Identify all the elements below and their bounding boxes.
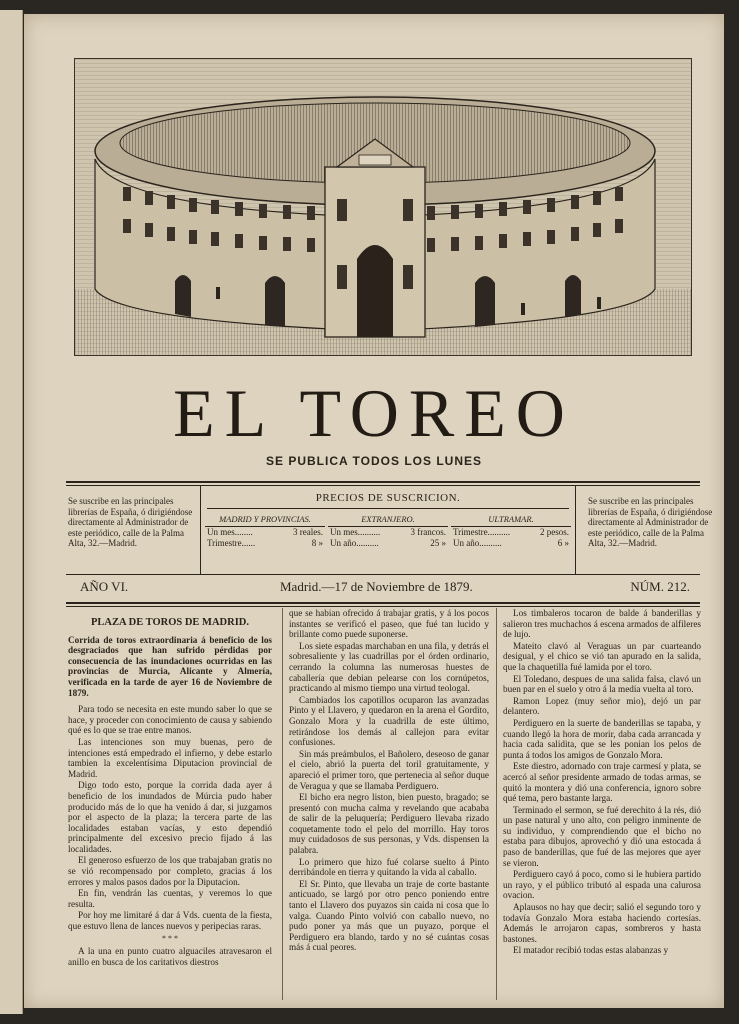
issue-number: NÚM. 212. [630, 579, 690, 594]
adjacent-page-edge [0, 10, 23, 1014]
paragraph: En fin, vendrán las cuentas, y veremos lo que resulta. [68, 888, 272, 909]
paragraph: Cambiados los capotillos ocuparon las avanzadas Pinto y el Llavero, y quedaron en la arena el Gordito, Gonzalo Mora y la cuadrilla de este último, retirándose los demás al callejon para evitar confusiones. [289, 694, 489, 748]
newspaper-page [24, 14, 724, 1008]
price-value: 2 pesos. [540, 527, 569, 537]
paragraph: que se habian ofrecido á trabajar gratis, y á los pocos instantes se verificó el paseo, que fué tan lucido y brillante como puede suponerse. [289, 608, 489, 640]
paragraph: A la una en punto cuatro alguaciles atravesaron el anillo en busca de los caritativos diestros [68, 946, 272, 967]
paragraph: El Toledano, despues de una salida falsa, clavó un buen par en el suelo y otro á la media vuelta al toro. [503, 673, 701, 695]
price-value: 25 » [430, 538, 446, 548]
region-extranjero [328, 514, 448, 549]
price-value: 6 » [557, 538, 569, 548]
column-1 [68, 608, 272, 1000]
paragraph: Digo todo esto, porque la corrida dada ayer á beneficio de los inundados de Múrcia pudo haber producido más de lo que ha venido á dar, si juzgamos por el aspecto de la plaza; la tercera parte de las localidades estaban vacías, y esto dependió principalmente del excesivo precio fijado á las localidades. [68, 780, 272, 854]
issue-date: Madrid.—17 de Noviembre de 1879. [280, 579, 473, 594]
dateline [80, 579, 690, 599]
paragraph: Para todo se necesita en este mundo saber lo que se hace, y proceder con conocimiento de causa y sabiendo qué es lo que se trae entre manos. [68, 704, 272, 736]
article-title: PLAZA DE TOROS DE MADRID. [90, 617, 249, 628]
rule [66, 574, 700, 575]
price-row [328, 527, 448, 538]
region-ultramar [451, 514, 571, 549]
subscription-note-right: Se suscribe en las principales librerías de España, ó dirigiéndose directamente al Administrador de este periódico, calle de la Palma Alta, 32.—Madrid. [588, 496, 713, 548]
price-label: Un año.......... [453, 538, 502, 548]
paragraph: Perdiguero en la suerte de banderillas se tapaba, y cuando llegó la hora de morir, daba cada arrancada y hacia cada salidita, que se les ponian los pelos de punta á todos los amigos de Gonzalo Mora. [503, 717, 701, 760]
column-2 [282, 608, 489, 1000]
price-value: 8 » [311, 538, 323, 548]
price-row [205, 538, 325, 549]
price-label: Un año.......... [330, 538, 379, 548]
region-name: EXTRANJERO. [328, 514, 448, 527]
article-subtitle: Corrida de toros extraordinaria á beneficio de los desgraciados que han sufrido pérdidas por consecuencia de las inundaciones ocurridas en las provincias de Murcia, Alicante y Almería, verificada en la tarde de ayer 16 de Noviembre de 1879. [68, 634, 272, 698]
subscription-note-left: Se suscribe en las principales librerías de España, ó dirigiéndose directamente al Administrador de este periódico, calle de la Palma Alta, 32.—Madrid. [68, 496, 193, 548]
region-madrid [205, 514, 325, 549]
paragraph: Terminado el sermon, se fué derechito á la rés, dió un pase natural y uno alto, con peligro inminente de su individuo, y comprendiendo que el bicho no estaba para dibujos, aprovechó y dió una estocada á paso de banderillas, que fué de las mejores que ayer se vieron. [503, 804, 701, 868]
masthead-title: EL TOREO [173, 375, 575, 451]
price-value: 3 reales. [293, 527, 323, 537]
paragraph: Perdiguero cayó á poco, como si le hubiera partido un rayo, y el público tributó al espada una calurosa ovacion. [503, 869, 701, 901]
price-row [328, 538, 448, 549]
paragraph: Las intenciones son muy buenas, pero de intenciones está empedrado el infierno, y debe estarlo tambien la excelentísima Diputacion provincial de Madrid. [68, 736, 272, 779]
column-3 [496, 608, 701, 1000]
price-label: Trimestre.......... [453, 527, 511, 537]
paragraph: Los siete espadas marchaban en una fila, y detrás el sobresaliente y las cuadrillas por el órden ordinario, cerrando la columna las numerosas huestes de caballería que debian pelearse con los cornúpetos, practicando al mismo tiempo una virtud teologal. [289, 640, 489, 694]
paragraph: El Sr. Pinto, que llevaba un traje de corte bastante anticuado, se largó por otro penco poniendo entre tanto el Llavero dos puyazos sin caida ni cosa que lo valga. Cuando Pinto volvió con caballo nuevo, no pudo poner ya más que un puyazo, porque el Perdiguero era blando, tardo y no sé cuántas cosas más á cual peores. [289, 878, 489, 953]
region-name: ULTRAMAR. [451, 514, 571, 527]
paragraph: Este diestro, adornado con traje carmesí y plata, se acercó al señor presidente armado de todas armas, se quitó la montera y dió una conferencia, ignoro sobre qué tema, pero bastante larga. [503, 761, 701, 804]
rule [207, 508, 569, 509]
price-row [451, 538, 571, 549]
issue-year: AÑO VI. [80, 579, 129, 594]
region-name: MADRID Y PROVINCIAS. [205, 514, 325, 527]
subscription-prices [200, 486, 576, 574]
price-value: 3 francos. [410, 527, 446, 537]
paragraph: Los timbaleros tocaron de balde á banderillas y salieron tres muchachos á escena armados de alfileres de lujo. [503, 608, 701, 640]
paragraph: El matador recibió todas estas alabanzas y [513, 945, 669, 956]
paragraph: El generoso esfuerzo de los que trabajaban gratis no se vió recompensado por completo, gracias á los errores y malos pasos dados por la Diputacion. [68, 855, 272, 887]
masthead-subtitle: SE PUBLICA TODOS LOS LUNES [265, 454, 483, 468]
price-row [205, 527, 325, 538]
paragraph: Lo primero que hizo fué colarse suelto á Pinto derribándole en tierra y quitando la vida al caballo. [289, 856, 489, 878]
section-stars: * * * [162, 933, 178, 943]
paragraph: Aplausos no hay que decir; salió el segundo toro y todavía Gonzalo Mora estaba haciendo cortesías. Además le arrojaron capas, sombreros y hasta bastones. [503, 902, 701, 944]
paragraph: El bicho era negro liston, bien puesto, bragado; se presentó con mucha calma y revelando que acababa de salir de la peluquería; Perdiguero llevaba rizado coquetamente todo el pelo del morrillo. Hay toros muy cuidadosos de sus personas, y Vds. dispensen la palabra. [289, 792, 489, 856]
paragraph: Sin más preámbulos, el Bañolero, deseoso de ganar el cielo, abrió la puerta del toril gratuitamente, y apareció el primer toro, que pertenecia al señor duque de Veragua y que se llamaba Perdiguero. [289, 748, 489, 791]
price-label: Trimestre...... [207, 538, 256, 548]
price-row [451, 527, 571, 538]
paragraph: Mateito clavó al Veraguas un par cuarteando desigual, y el chico se vió tan apurado en la salida, que la chaquetilla fué lamida por el toro. [503, 640, 701, 672]
paragraph: Ramon Lopez (muy señor mio), dejó un par delantero. [503, 695, 701, 717]
rule [66, 606, 700, 607]
prices-title: PRECIOS DE SUSCRICION. [315, 492, 461, 504]
price-label: Un mes........ [207, 527, 253, 537]
paragraph: Por hoy me limitaré á dar á Vds. cuenta de la fiesta, que estuvo llena de lances nuevos y peripecias raras. [68, 910, 272, 932]
bullring-engraving [74, 58, 692, 356]
price-label: Un mes.......... [330, 527, 381, 537]
rule [66, 602, 700, 604]
rule [66, 481, 700, 483]
